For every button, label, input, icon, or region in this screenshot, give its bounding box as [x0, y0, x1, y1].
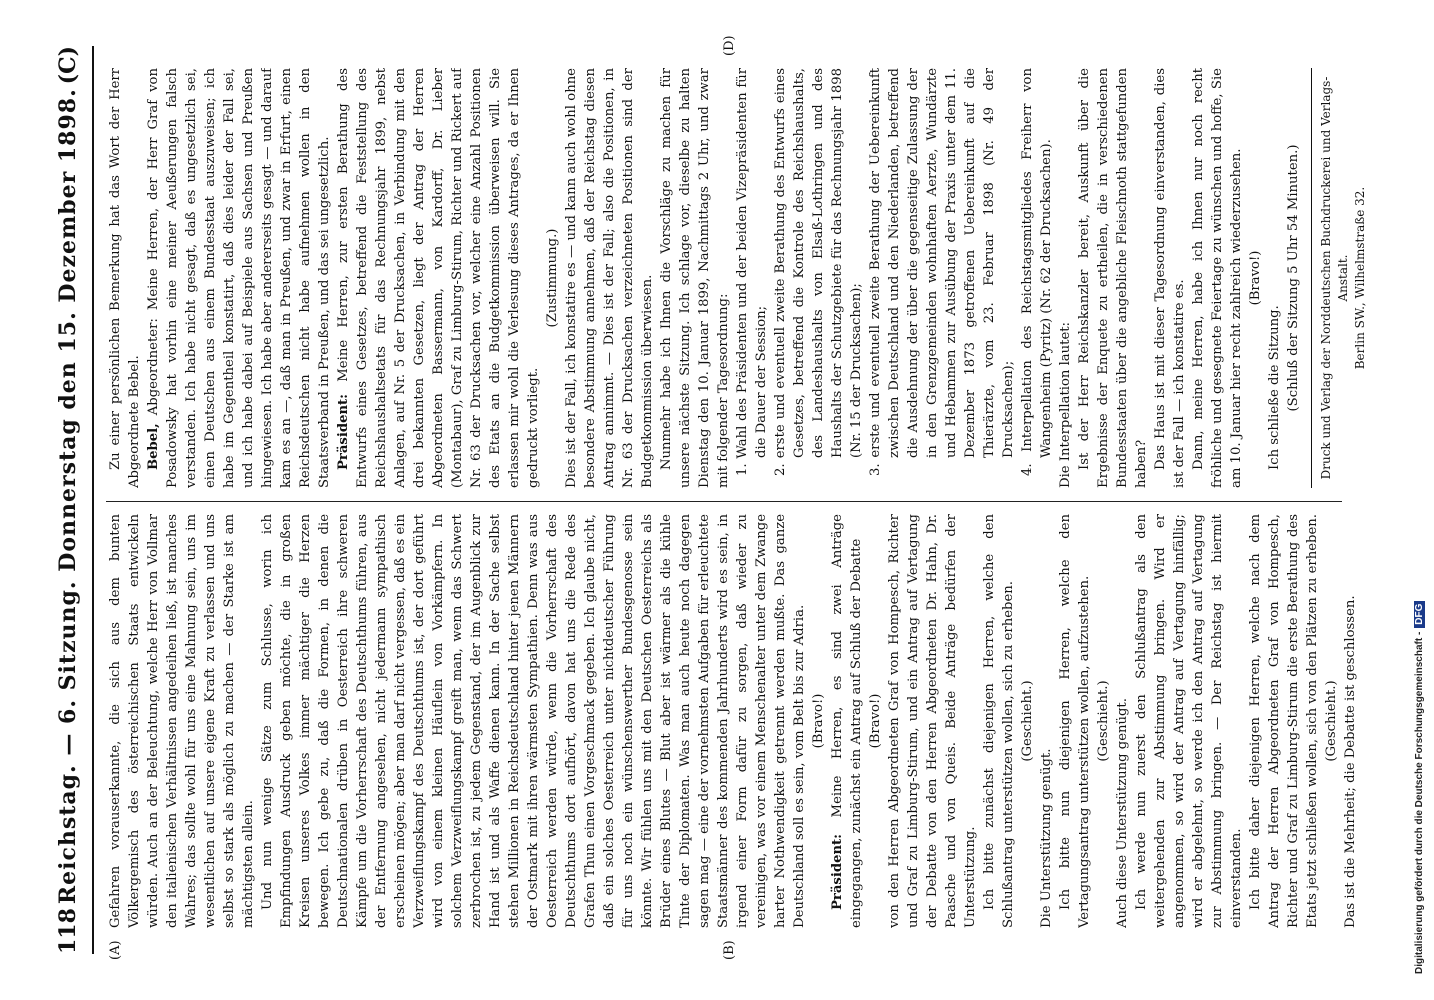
agenda-item: 2. erste und eventuell zweite Berathung des Entwurfs eines Gesetzes, betreffend die Kontrole des Reichshaushalts, des Landeshaushalts von Elsaß-Lothringen und des Haushalts der Schutzgebiete für das Rechnungsjahr 1898 (Nr. 15 der Drucksachen); [773, 68, 864, 476]
speaker-label: Präsident: [830, 833, 845, 910]
paragraph: Das Haus ist mit dieser Tagesordnung einverstanden, dies ist der Fall — ich konstatire es. [1153, 68, 1187, 488]
stage-note: (Zustimmung.) [545, 228, 560, 328]
applause-note: (Bravo!) [811, 693, 826, 749]
note-text: Digitalisierung gefördert durch die Deutsche Forschungsgemeinschaft - [1414, 631, 1425, 974]
speaker-role: Abgeordneter: [146, 318, 161, 416]
paragraph: Dann, meine Herren, habe ich Ihnen nur noch recht fröhliche und gesegnete Feiertage zu wünschen und hoffe, Sie am 10. Januar hier recht zahlreich wiederzusehen. [1191, 68, 1244, 488]
paragraph: Ich werde nun zuerst den Schlußantrag als den weitergehenden zur Abstimmung bringen. Wird er angenommen, so wird der Antrag auf Vertagung hinfällig; wird er abgelehnt, so werde ich den Antrag auf Vertagung zur Abstimmung bringen. — Der Reichstag ist hiermit einverstanden. [1134, 514, 1244, 928]
digitization-note [1410, 14, 1430, 986]
speech-text: Meine Herren, zur ersten Berathung des Entwurfs eines Gesetzes, betreffend die Feststellung des Reichshaushaltsetats für das Rechnungsjahr 1899, nebst Anlagen, auf Nr. 5 der Drucksachen, in Verbindung mit den drei bekannten Gesetzen, liegt der Antrag der Herren Abgeordneten Bassermann, von Kardorff, Dr. Lieber (Montabaur), Graf zu Limburg-Stirum, Richter und Rickert auf Nr. 63 der Drucksachen vor, welcher eine Anzahl Positionen des Etats an die Budgetkommission überweisen will. Sie erlassen mir wohl die Verlesung dieses Antrages, da er Ihnen gedruckt vorliegt. [336, 68, 541, 488]
applause-note: (Bravo!) [1248, 250, 1263, 306]
stage-note: (Schluß der Sitzung 5 Uhr 54 Minuten.) [1286, 144, 1301, 412]
speech-text: Meine Herren, es sind zwei Anträge eingegangen, zunächst ein Antrag auf Schluß der Debatte [830, 514, 864, 928]
speaker-label: Präsident: [336, 393, 351, 470]
agenda-item: 4. Interpellation des Reichstagsmitgliedes Freiherr von Wangenheim (Pyritz) (Nr. 62 der Drucksachen). [1020, 68, 1054, 476]
scanned-page [22, 16, 1402, 984]
paragraph: Auch diese Unterstützung genügt. [1115, 698, 1130, 928]
speech-praesident [334, 68, 543, 488]
digitization-note-text [1414, 601, 1425, 974]
paragraph: Dies ist der Fall, ich konstatire es — und kann auch wohl ohne besondere Abstimmung annehmen, daß der Reichstag diesen Antrag annimmt. — Dies ist der Fall; also die Positionen, in Nr. 63 der Drucksachen verzeichneten Positionen sind der Budgetkommission überwiesen. [564, 68, 655, 488]
agenda-item: 1. Wahl des Präsidenten und der beiden Vizepräsidenten für die Dauer der Session; [735, 68, 769, 476]
paragraph: Die Interpellation lautet: [1058, 321, 1073, 488]
paragraph: Ist der Herr Reichskanzler bereit, Auskunft über die Ergebnisse der Enquete zu ertheilen, die in verschiedenen Bundesstaaten über die angebliche Fleischnoth stattgefunden haben? [1077, 68, 1149, 488]
imprint [1318, 68, 1369, 488]
page-number: 118 [55, 908, 81, 954]
paragraph: Die Unterstützung genügt. [1039, 748, 1054, 928]
margin-marker-b: (B) [722, 940, 737, 960]
footer-rule [1311, 68, 1312, 488]
paragraph: Gefahren vorauserkannte, die sich aus dem bunten Völkergemisch des österreichischen Staats entwickeln würden. Auch an der Beleuchtung, welche Herr von Vollmar den italienischen Verhältnissen angedeihen ließ, ist manches Wahres; das sollte wohl für uns eine Mahnung sein, uns im wesentlichen auf unsere eigene Kraft zu verlassen und uns selbst so stark als möglich zu machen — der Starke ist am mächtigsten allein. [108, 514, 256, 928]
paragraph: Ich bitte daher diejenigen Herren, welche nach dem Antrag der Herren Abgeordneten Graf von Hompesch, Richter und Graf zu Limburg-Stirum die erste Berathung des Etats jetzt schließen wollen, sich von den Plätzen zu erheben. [1248, 514, 1320, 928]
stage-note: (Geschieht.) [1324, 680, 1339, 762]
paragraph: Ich bitte zunächst diejenigen Herren, welche den Schlußantrag unterstützen wollen, sich zu erheben. [982, 514, 1016, 928]
column-divider [106, 501, 1342, 502]
paragraph: von den Herren Abgeordneten Graf von Hompesch, Richter und Graf zu Limburg-Stirum, und ein Antrag auf Vertagung der Debatte von den Herren Abgeordneten Dr. Hahn, Dr. Paasche und von Queis. Beide Anträge bedürfen der Unterstützung. [887, 514, 978, 928]
dfg-badge: DFG [1414, 601, 1425, 628]
margin-marker-c: (C) [55, 46, 81, 85]
right-column [106, 68, 1372, 488]
header-rule [92, 46, 94, 954]
agenda-item: 3. erste und eventuell zweite Berathung der Uebereinkunft zwischen Deutschland und den Niederlanden, betreffend die Ausdehnung der über die gegenseitige Zulassung der in den Grenzgemeinden wohnhaften Aerzte, Wundärzte und Hebammen zur Ausübung der Praxis unter dem 11. Dezember 1873 getroffenen Uebereinkunft auf die Thierärzte, vom 23. Februar 1898 (Nr. 49 der Drucksachen); [868, 68, 1016, 476]
margin-marker-a: (A) [108, 940, 123, 960]
imprint-line: Druck und Verlag der Norddeutschen Buchdruckerei und Verlags-Anstalt. [1319, 76, 1350, 480]
left-column [106, 514, 1372, 928]
applause-note: (Bravo!) [868, 693, 883, 749]
paragraph: Nunmehr habe ich Ihnen die Vorschläge zu machen für unsere nächste Sitzung. Ich schlage vor, dieselbe zu halten Dienstag den 10. Januar 1899, Nachmittags 2 Uhr, und zwar mit folgender Tagesordnung: [659, 68, 731, 488]
paragraph: Und nun wenige Sätze zum Schlusse, worin ich Empfindungen Ausdruck geben möchte, die in großen Kreisen unseres Volkes immer mächtiger die Herzen bewegen. Ich gebe zu, daß die Formen, in denen die Deutschnationalen drüben in Oesterreich ihre schweren Kämpfe um die Vorherrschaft des Deutschthums führen, aus der Entfernung angesehen, nicht jedermann sympathisch erscheinen mögen; aber man darf nicht vergessen, daß es ein Verzweiflungskampf des Deutschthums ist, der dort geführt wird von einem kleinen Häuflein von Vorkämpfern. In solchem Verzweiflungskampf greift man, wenn das Schwert zerbrochen ist, zu jedem Gegenstand, der im Augenblick zur Hand ist und als Waffe dienen kann. In der Sache selbst stehen Millionen in Reichsdeutschland hinter jenen Männern der Ostmark mit ihren wärmsten Sympathien. Denn was aus Oesterreich werden würde, wenn die Vorherrschaft des Deutschthums dort aufhört, davon hat uns die Rede des Grafen Thun einen Vorgeschmack gegeben. Ich glaube nicht, daß ein solches Oesterreich unter nichtdeutscher Führung für uns noch ein wünschenswerther Bundesgenosse sein könnte. Wir fühlen uns mit den Deutschen Oesterreichs als Brüder eines Blutes — Blut aber ist wärmer als die kühle Tinte der Diplomaten. Was man auch heute noch dagegen sagen mag — eine der vornehmsten Aufgaben für erleuchtete Staatsmänner des kommenden Jahrhunderts wird es sein, in irgend einer Form dafür zu sorgen, daß wieder zu vereinigen, was vor einem Menschenalter unter dem Zwange harter Nothwendigkeit getrennt werden mußte. Das ganze Deutschland soll es sein, vom Belt bis zur Adria. [260, 514, 807, 928]
speech-praesident [828, 514, 866, 928]
speech-bebel [144, 68, 334, 488]
speech-text: Meine Herren, der Herr Graf von Posadowsky hat vorhin eine meiner Aeußerungen falsch verstanden. Ich habe nicht gesagt, daß es ungesetzlich sei, einen Deutschen aus einem Bundesstaat auszuweisen; ich habe im Gegentheil konstatirt, daß dies leider der Fall sei, und ich habe dabei auf Beispiele aus Sachsen und Preußen hingewiesen. Ich habe aber andererseits gesagt — und darauf kam es an —, daß man in Preußen, und zwar in Erfurt, einen Reichsdeutschen nicht habe aufnehmen wollen in den Staatsverband in Preußen, und das sei ungesetzlich. [146, 68, 332, 488]
stage-note: (Geschieht.) [1096, 680, 1111, 762]
imprint-line: Berlin SW., Wilhelmstraße 32. [1353, 186, 1367, 370]
stage-note: (Geschieht.) [1020, 680, 1035, 762]
speaker-label: Bebel, [146, 423, 161, 470]
paragraph: Zu einer persönlichen Bemerkung hat das Wort der Herr Abgeordnete Bebel. [108, 68, 142, 488]
margin-marker-d: (D) [722, 35, 737, 56]
page-header [48, 46, 88, 954]
paragraph: Ich schließe die Sitzung. [1267, 305, 1282, 470]
paragraph: Das ist die Mehrheit; die Debatte ist geschlossen. [1343, 595, 1358, 928]
page-title: Reichstag. — 6. Sitzung. Donnerstag den 15. Dezember 1898. [55, 88, 81, 905]
paragraph: Ich bitte nun diejenigen Herren, welche den Vertagungsantrag unterstützen wollen, aufzustehen. [1058, 514, 1092, 928]
page-content [22, 16, 1402, 984]
